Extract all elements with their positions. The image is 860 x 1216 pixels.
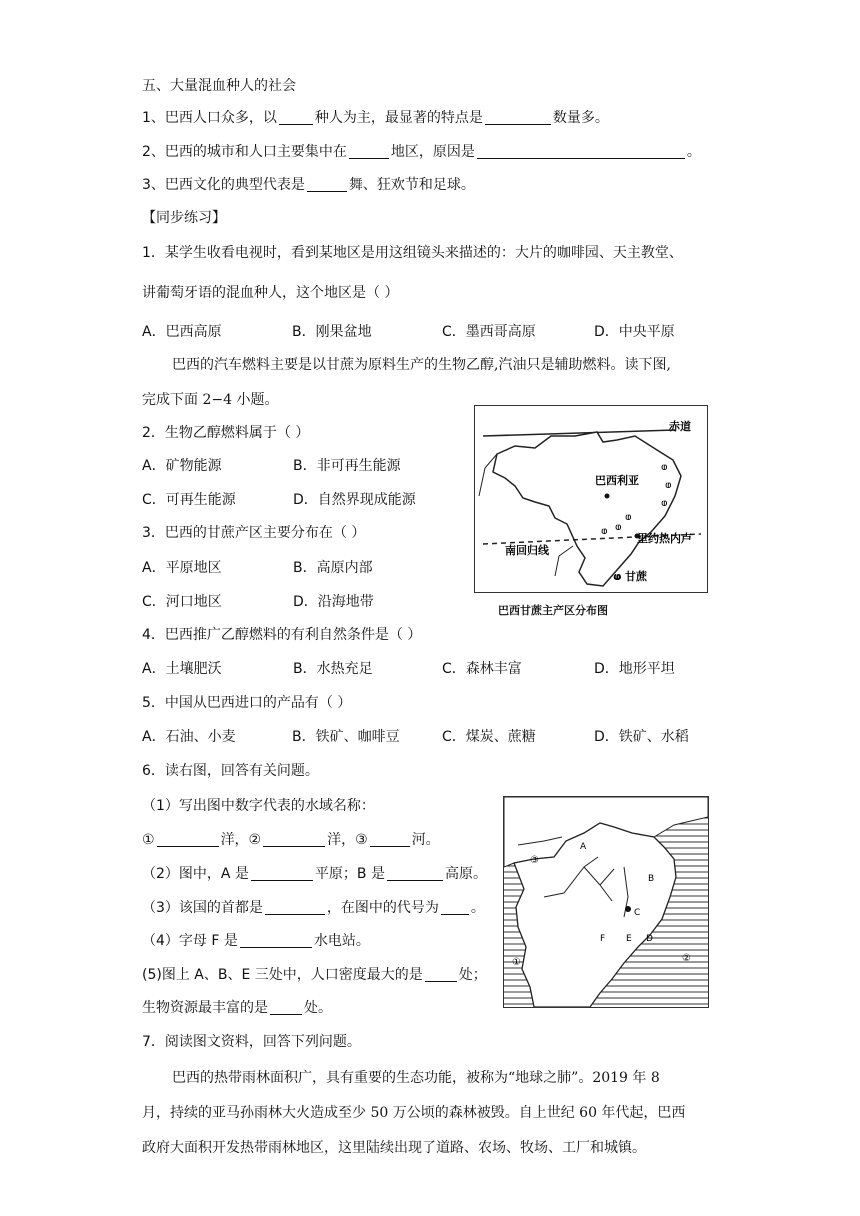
q1-option-c[interactable]: C．墨西哥高原 xyxy=(442,324,536,340)
blank[interactable] xyxy=(263,832,325,847)
blank[interactable] xyxy=(425,967,457,982)
blank[interactable] xyxy=(477,144,685,159)
q2-option-c[interactable]: C．可再生能源 xyxy=(142,492,236,508)
blank[interactable] xyxy=(387,866,443,881)
q1-option-d[interactable]: D．中央平原 xyxy=(594,324,675,340)
q3-option-b[interactable]: B．高原内部 xyxy=(293,560,373,576)
fill-line-2: 2、巴西的城市和人口主要集中在 地区，原因是 。 xyxy=(142,144,701,160)
map-label-c: C xyxy=(634,908,641,918)
q6-sub4: （4）字母 F 是 水电站。 xyxy=(142,933,370,949)
q4-stem: 4．巴西推广乙醇燃料的有利自然条件是（ ） xyxy=(142,627,422,643)
q7-stem: 7．阅读图文资料，回答下列问题。 xyxy=(142,1034,361,1050)
q6-sub1-blanks: ① 洋，② 洋，③ 河。 xyxy=(142,832,440,848)
map-label-e: E xyxy=(626,934,632,944)
map-label-2: ② xyxy=(682,953,691,964)
q5-option-d[interactable]: D．铁矿、水稻 xyxy=(594,729,689,745)
q7-passage-cont: 政府大面积开发热带雨林地区，这里陆续出现了道路、农场、牧场、工厂和城镇。 xyxy=(142,1140,646,1156)
sugarcane-icon: ⱷ xyxy=(665,480,672,491)
q2-stem: 2．生物乙醇燃料属于（ ） xyxy=(142,425,310,441)
q3-option-c[interactable]: C．河口地区 xyxy=(142,594,222,610)
map-label-a: A xyxy=(580,842,587,852)
q2-option-d[interactable]: D．自然界现成能源 xyxy=(293,492,416,508)
q7-passage: 巴西的热带雨林面积广，具有重要的生态功能，被称为“地球之肺”。2019 年 8 xyxy=(172,1070,660,1086)
sugarcane-icon: ⱷ xyxy=(615,522,622,533)
map1-caption: 巴西甘蔗主产区分布图 xyxy=(498,604,608,617)
map-label-f: F xyxy=(600,934,606,944)
blank[interactable] xyxy=(441,900,469,915)
blank[interactable] xyxy=(349,144,389,159)
capital-label: 巴西利亚 xyxy=(595,474,639,487)
fill-line-3: 3、巴西文化的典型代表是 舞、狂欢节和足球。 xyxy=(142,177,475,193)
blank[interactable] xyxy=(370,832,410,847)
q6-sub5: (5)图上 A、B、E 三处中，人口密度最大的是 处； xyxy=(142,967,487,983)
q6-sub1: （1）写出图中数字代表的水域名称： xyxy=(142,798,375,814)
sugarcane-icon: ⱷ xyxy=(601,526,608,537)
q1-option-a[interactable]: A．巴西高原 xyxy=(142,324,222,340)
q5-option-c[interactable]: C．煤炭、蔗糖 xyxy=(442,729,536,745)
blank[interactable] xyxy=(240,933,312,948)
city-label: 里约热内卢 xyxy=(637,532,692,545)
blank[interactable] xyxy=(157,832,219,847)
q5-option-b[interactable]: B．铁矿、咖啡豆 xyxy=(292,729,400,745)
q4-option-b[interactable]: B．水热充足 xyxy=(293,661,373,677)
capital-dot xyxy=(625,906,631,912)
q1-stem: 1．某学生收看电视时，看到某地区是用这组镜头来描述的：大片的咖啡园、天主教堂、 xyxy=(142,245,683,261)
q1-option-b[interactable]: B．刚果盆地 xyxy=(292,324,372,340)
fill-line-1: 1、巴西人口众多，以 种人为主，最显著的特点是 数量多。 xyxy=(142,110,609,126)
q4-option-a[interactable]: A．土壤肥沃 xyxy=(142,661,222,677)
brazil-waters-map xyxy=(503,796,709,1008)
legend-label: 甘蔗 xyxy=(625,570,647,583)
border-line xyxy=(479,454,497,496)
q3-option-d[interactable]: D．沿海地带 xyxy=(293,594,374,610)
q6-sub2: （2）图中，A 是 平原；B 是 高原。 xyxy=(142,866,487,882)
sugarcane-icon: ⱷ xyxy=(625,512,632,523)
q3-stem: 3．巴西的甘蔗产区主要分布在（ ） xyxy=(142,525,366,541)
equator-label: 赤道 xyxy=(669,420,691,433)
blank[interactable] xyxy=(270,1000,302,1015)
blank[interactable] xyxy=(251,866,313,881)
q6-sub3: （3）该国的首都是 ，在图中的代号为 。 xyxy=(142,900,485,916)
q6-sub5-cont: 生物资源最丰富的是 处。 xyxy=(142,1000,332,1016)
sugarcane-icon: ⱷ xyxy=(661,498,668,509)
q4-option-c[interactable]: C．森林丰富 xyxy=(442,661,522,677)
capital-dot xyxy=(605,494,610,499)
map-label-3: ③ xyxy=(530,855,539,866)
q6-stem: 6．读右图，回答有关问题。 xyxy=(142,763,319,779)
q4-option-d[interactable]: D．地形平坦 xyxy=(594,661,675,677)
practice-heading: 【同步练习】 xyxy=(142,210,226,226)
blank[interactable] xyxy=(279,110,313,125)
section-title: 五、大量混血种人的社会 xyxy=(142,78,296,94)
q2-option-a[interactable]: A．矿物能源 xyxy=(142,458,222,474)
tropic-label: 南回归线 xyxy=(505,544,549,557)
q3-option-a[interactable]: A．平原地区 xyxy=(142,560,222,576)
sugarcane-map-drawing xyxy=(475,406,707,592)
sugarcane-map xyxy=(474,405,708,593)
q2-option-b[interactable]: B．非可再生能源 xyxy=(293,458,401,474)
q1-stem-cont: 讲葡萄牙语的混血种人，这个地区是（ ） xyxy=(142,285,399,301)
q7-passage-cont: 月，持续的亚马孙雨林大火造成至少 50 万公顷的森林被毁。自上世纪 60 年代起，巴西 xyxy=(142,1105,686,1121)
brazil-outline xyxy=(493,432,681,586)
intro-text: 巴西的汽车燃料主要是以甘蔗为原料生产的生物乙醇,汽油只是辅助燃料。读下图, xyxy=(172,357,671,373)
blank[interactable] xyxy=(265,900,325,915)
q5-stem: 5．中国从巴西进口的产品有（ ） xyxy=(142,695,352,711)
map-label-d: D xyxy=(646,934,653,944)
sugarcane-icon: ⱷ xyxy=(661,462,668,473)
blank[interactable] xyxy=(307,177,347,192)
sugarcane-icon: ⱷ xyxy=(613,570,622,583)
intro-text-cont: 完成下面 2−4 小题。 xyxy=(142,392,279,408)
blank[interactable] xyxy=(485,110,551,125)
q5-option-a[interactable]: A．石油、小麦 xyxy=(142,729,236,745)
border-line xyxy=(555,546,573,576)
map-label-b: B xyxy=(648,874,655,884)
brazil-waters-drawing xyxy=(504,797,708,1007)
map-label-1: ① xyxy=(512,957,521,968)
